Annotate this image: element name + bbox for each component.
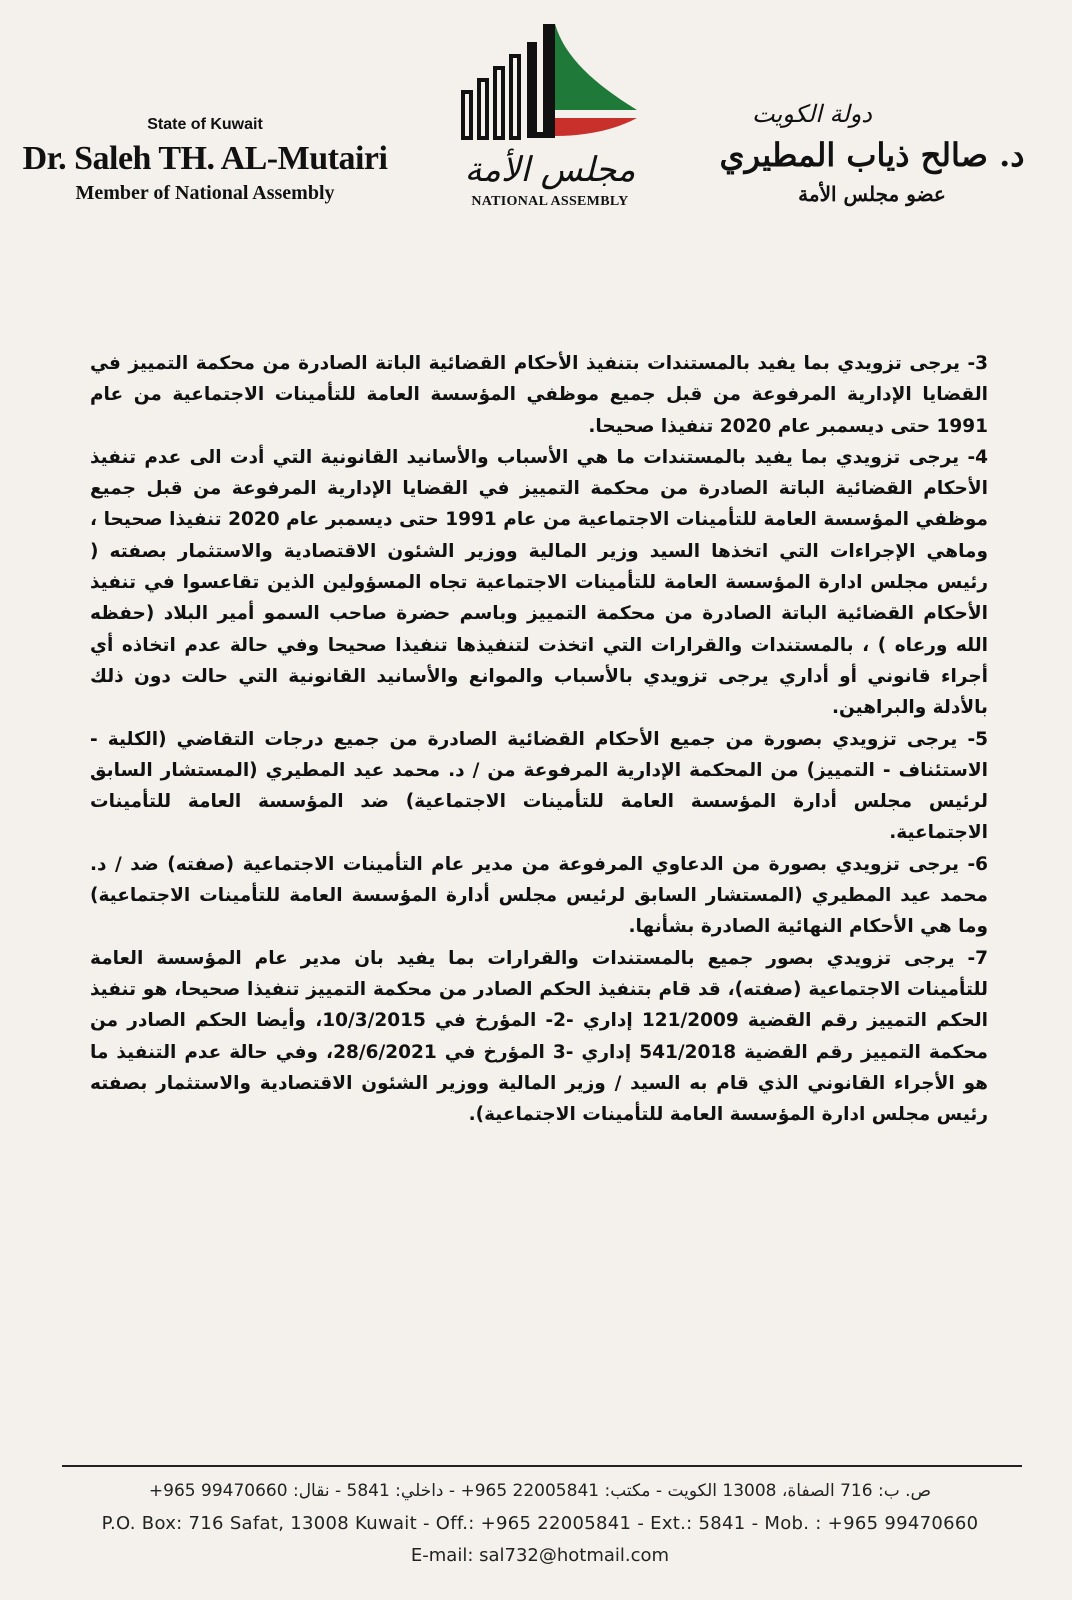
paragraph-3: 3- يرجى تزويدي بما يفيد بالمستندات بتنفيذ الأحكام القضائية الباتة الصادرة من محكمة التمييز في القضايا الإدارية المرفوعة من قبل جميع موظفي المؤسسة العامة للتأمينات الاجتماعية من عام 1991 حتى ديسمبر عام 2020 تنفيذا صحيحا. xyxy=(90,353,988,437)
member-role-ar: عضو مجلس الأمة xyxy=(798,182,946,206)
member-name-ar: د. صالح ذياب المطيري xyxy=(719,136,1025,174)
footer-contact-arabic: ص. ب: 716 الصفاة، 13008 الكويت - مكتب: 22005841 965+ - داخلي: 5841 - نقال: 99470660 965+ xyxy=(148,1481,932,1501)
logo-english-text: NATIONAL ASSEMBLY xyxy=(471,194,629,209)
letter-body xyxy=(90,348,988,1130)
logo-arabic-text: مجلس الأمة xyxy=(464,150,636,190)
paragraph-4: 4- يرجى تزويدي بما يفيد بالمستندات ما هي الأسباب والأسانيد القانونية التي أدت الى عدم تنفيذ الأحكام القضائية الباتة الصادرة من محكمة التمييز في القضايا الإدارية المرفوعة من قبل جميع موظفي المؤسسة العامة للتأمينات الاجتماعية من عام 1991 حتى ديسمبر عام 2020 تنفيذا صحيحا ، وماهي الإجراءات التي اتخذها السيد وزير المالية ووزير الشئون الاقتصادية والاستثمار بصفته ( رئيس مجلس ادارة المؤسسة العامة للتأمينات الاجتماعية تجاه المسؤولين الذين تقاعسوا في تنفيذ الأحكام القضائية الباتة الصادرة من محكمة التمييز وباسم حضرة صاحب السمو أمير البلاد (حفظه الله ورعاه ) ، بالمستندات والقرارات التي اتخذت لتنفيذها تنفيذا صحيحا وفي حالة عدم اتخاذه أي أجراء قانوني أو أداري يرجى تزويدي بالأسباب والموانع والأسانيد القانونية التي حالت دون ذلك بالأدلة والبراهين. xyxy=(90,446,988,719)
letterhead-english xyxy=(0,116,410,205)
member-role-en: Member of National Assembly xyxy=(75,182,335,204)
national-assembly-logo xyxy=(450,18,650,238)
footer-email: E-mail: sal732@hotmail.com xyxy=(410,1545,670,1566)
footer-contact-english: P.O. Box: 716 Safat, 13008 Kuwait - Off.: +965 22005841 - Ext.: 5841 - Mob. : +965 99470660 xyxy=(101,1513,979,1534)
footer-divider xyxy=(62,1465,1022,1467)
paragraph-5: 5- يرجى تزويدي بصورة من جميع الأحكام القضائية الصادرة من جميع درجات التقاضي (الكلية - الاستئناف - التمييز) من المحكمة الإدارية المرفوعة من / د. محمد عيد المطيري (المستشار السابق لرئيس مجلس أدارة المؤسسة العامة للتأمينات الاجتماعية) ضد المؤسسة العامة للتأمينات الاجتماعية. xyxy=(90,728,988,844)
assembly-building-icon xyxy=(455,18,645,148)
member-name-en: Dr. Saleh TH. AL-Mutairi xyxy=(22,140,388,177)
state-label-ar: دولة الكويت xyxy=(752,100,872,128)
letterhead-arabic xyxy=(672,100,1072,206)
paragraph-6: 6- يرجى تزويدي بصورة من الدعاوي المرفوعة من مدير عام التأمينات الاجتماعية (صفته) ضد / د. محمد عيد المطيري (المستشار السابق لرئيس مجلس أدارة المؤسسة العامة للتأمينات الاجتماعية) وما هي الأحكام النهائية الصادرة بشأنها. xyxy=(90,853,988,938)
state-label-en: State of Kuwait xyxy=(147,116,263,133)
paragraph-7: 7- يرجى تزويدي بصور جميع بالمستندات والقرارات بما يفيد بان مدير عام المؤسسة العامة للتأمينات الاجتماعية (صفته)، قد قام بتنفيذ الحكم الصادر من محكمة التمييز تنفيذا صحيحا، هو تنفيذ الحكم التمييز رقم القضية 121/2009 إداري -2- المؤرخ في 10/3/2015، وأيضا الحكم الصادر من محكمة التمييز رقم القضية 541/2018 إداري -3 المؤرخ في 28/6/2021، وفي حالة عدم التنفيذ ما هو الأجراء القانوني الذي قام به السيد / وزير المالية ووزير الشئون الاقتصادية والاستثمار بصفته رئيس مجلس ادارة المؤسسة العامة للتأمينات الاجتماعية). xyxy=(90,947,989,1126)
